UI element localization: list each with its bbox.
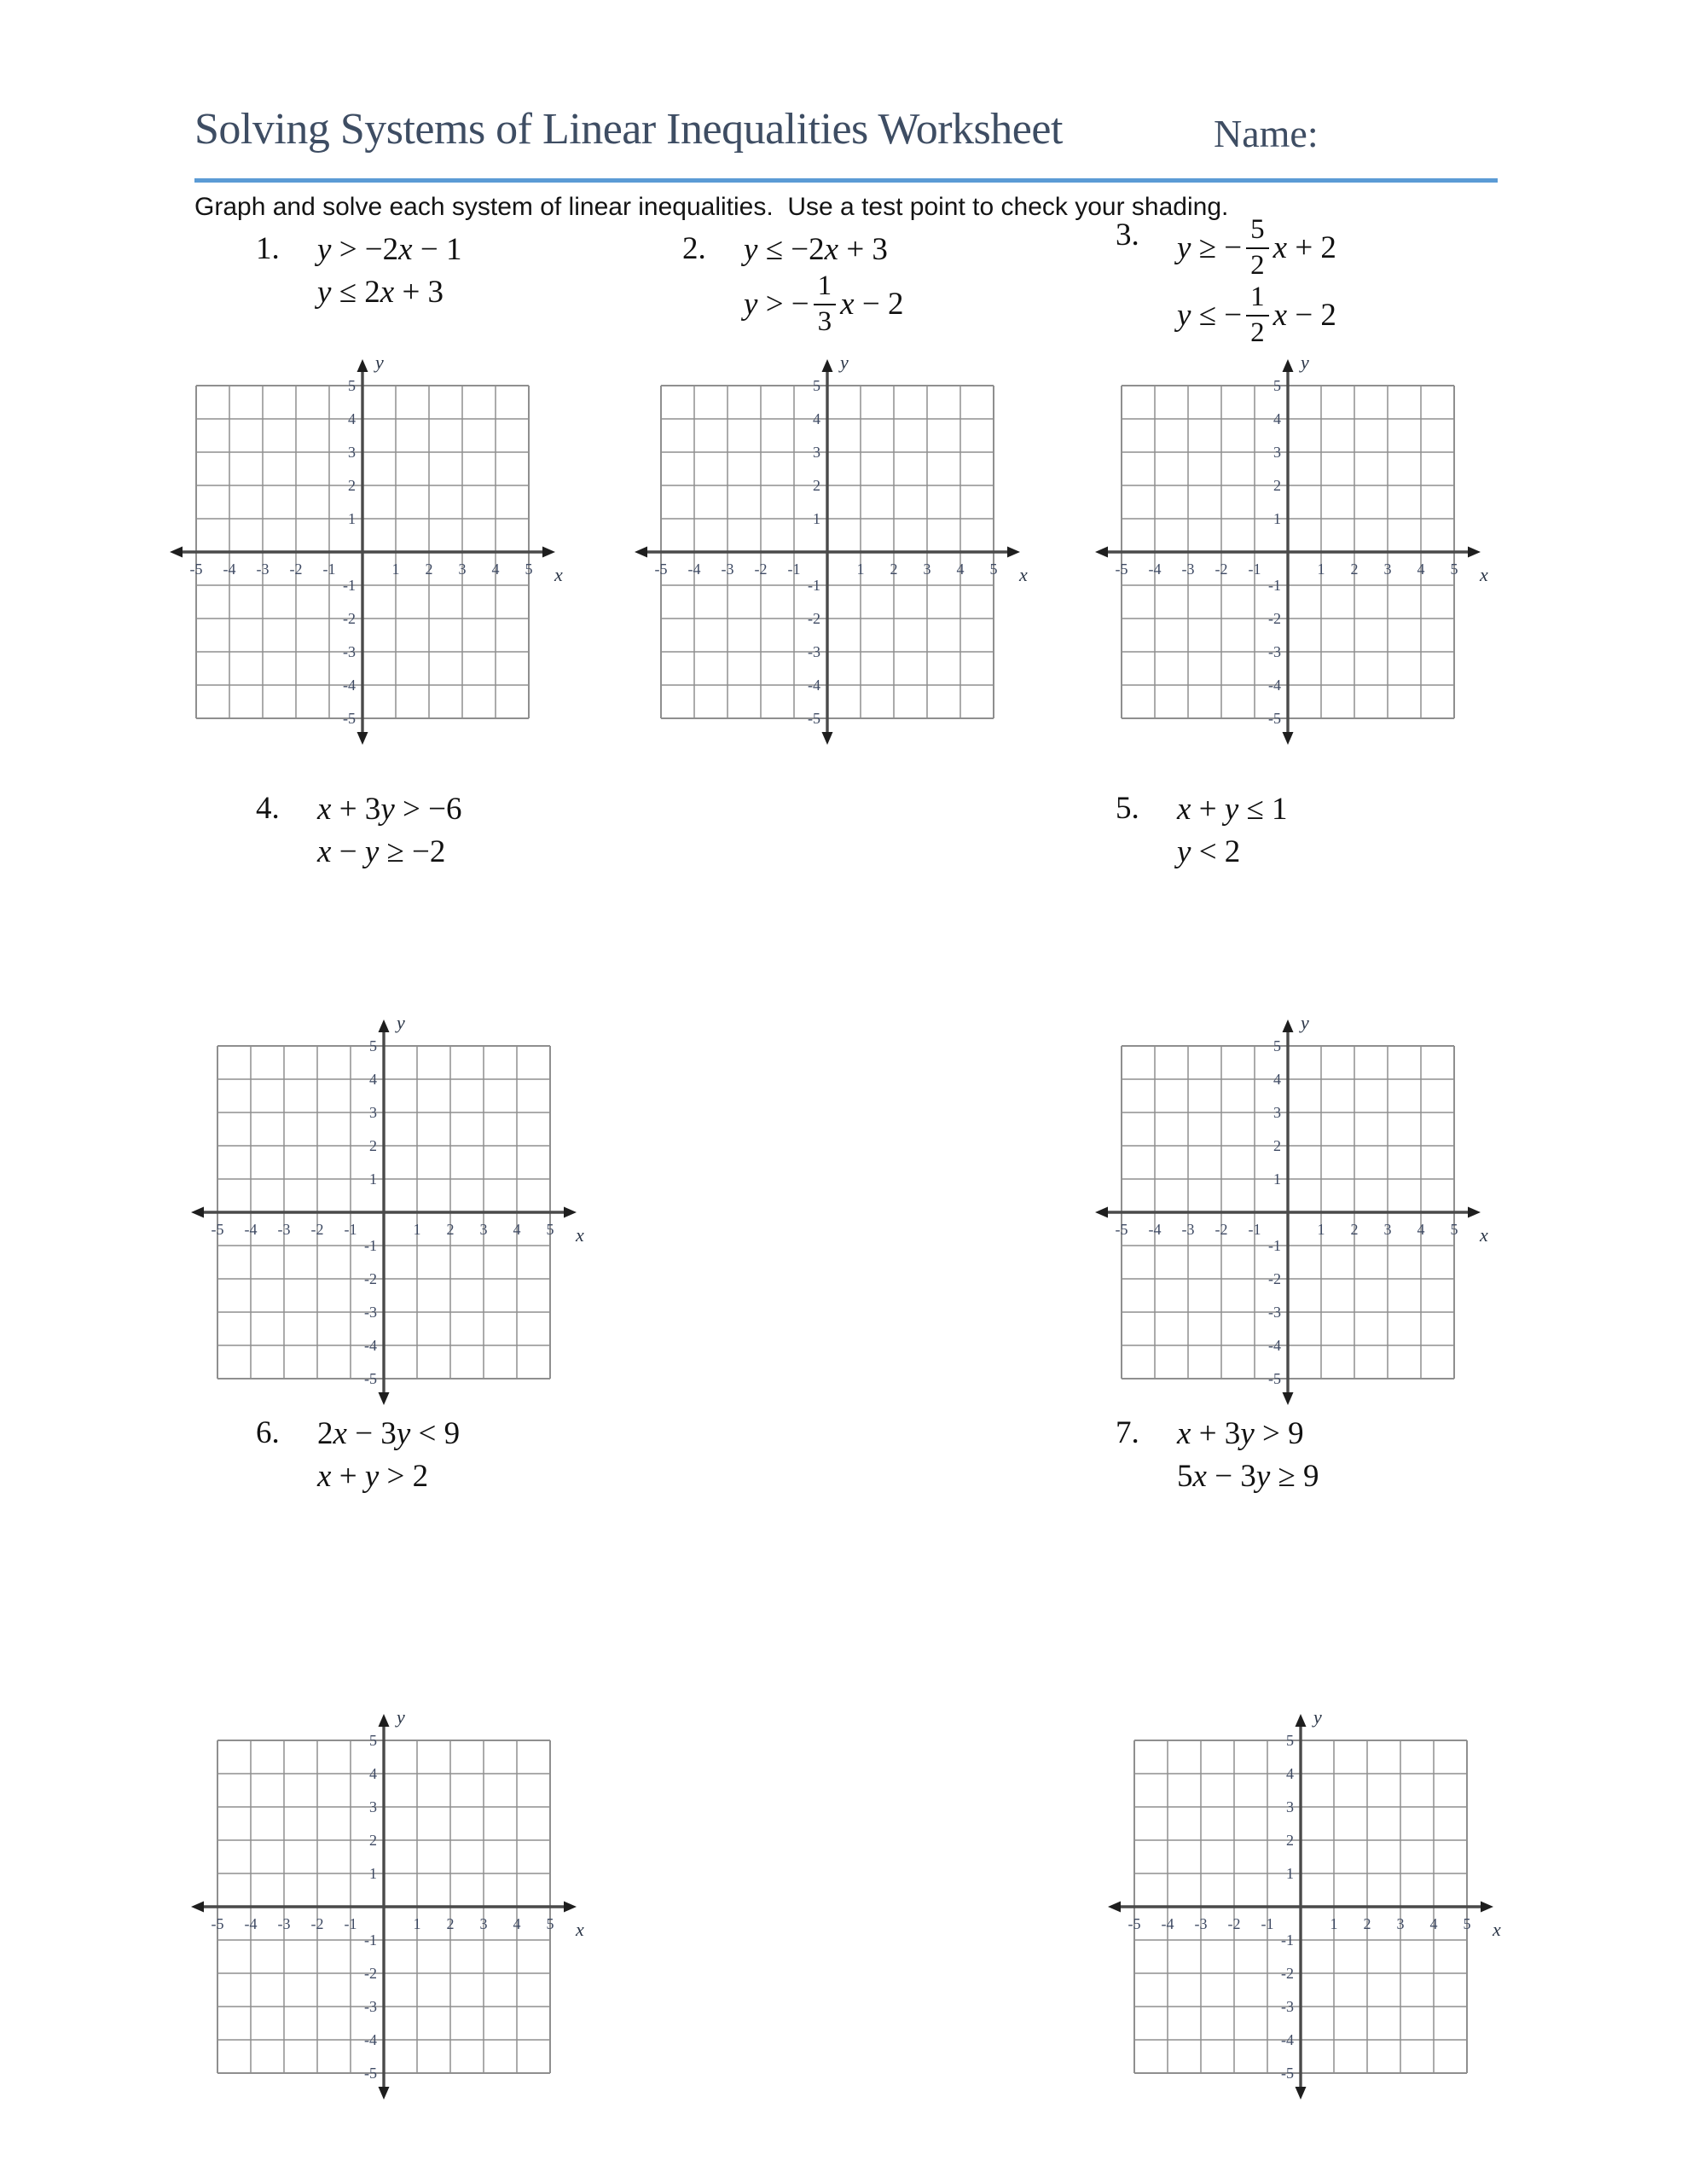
equation-line: y > − $\frac{1}{3}$ x − 2	[744, 270, 904, 337]
x-tick-label: -3	[256, 561, 270, 578]
equation-line: y < 2	[1177, 834, 1241, 869]
y-tick-label: 5	[348, 377, 356, 394]
y-tick-label: 5	[1273, 1037, 1281, 1054]
y-tick-label: -5	[364, 2065, 377, 2082]
y-tick-label: 4	[348, 410, 356, 427]
x-tick-label: 3	[479, 1221, 488, 1238]
x-tick-label: -5	[1115, 1221, 1128, 1238]
problem-2-equations	[744, 229, 903, 339]
x-tick-label: -5	[211, 1221, 224, 1238]
problem-5	[1116, 788, 1288, 874]
y-tick-label: -4	[343, 677, 356, 694]
y-tick-label: 1	[1273, 1170, 1281, 1188]
x-tick-label: 5	[525, 561, 533, 578]
x-tick-label: 4	[513, 1915, 521, 1932]
problem-2-number: 2.	[682, 231, 706, 266]
y-tick-label: -3	[1268, 1304, 1281, 1321]
x-tick-label: -1	[1248, 1221, 1261, 1238]
x-tick-label: 5	[989, 561, 998, 578]
y-tick-label: 3	[369, 1798, 377, 1815]
y-tick-label: -2	[343, 610, 356, 627]
y-tick-label: -4	[808, 677, 820, 694]
x-tick-label: -1	[1261, 1915, 1274, 1932]
y-tick-label: -1	[364, 1931, 377, 1949]
x-tick-label: 1	[1330, 1915, 1338, 1932]
problem-1-equations	[317, 229, 461, 314]
y-tick-label: 5	[1286, 1732, 1294, 1749]
equation-line: y ≤ 2 x + 3	[317, 274, 444, 310]
y-tick-label: 1	[369, 1170, 377, 1188]
coordinate-grid-5	[1092, 1010, 1494, 1411]
x-tick-label: -2	[310, 1221, 324, 1238]
y-tick-label: 2	[1286, 1832, 1294, 1849]
y-tick-label: 5	[813, 377, 820, 394]
problem-7-equations	[1177, 1413, 1319, 1498]
y-tick-label: 3	[1273, 1104, 1281, 1121]
x-axis-arrow-left	[191, 1207, 204, 1218]
y-tick-label: 3	[369, 1104, 377, 1121]
y-tick-label: 3	[1273, 444, 1281, 461]
coordinate-grid-3	[1092, 350, 1494, 751]
x-tick-label: 5	[1450, 1221, 1458, 1238]
equation-line: y > −2 x − 1	[317, 231, 462, 267]
x-tick-label: -5	[211, 1915, 224, 1932]
y-tick-label: -1	[364, 1237, 377, 1254]
equation-line: y ≤ − $\frac{1}{2}$ x − 2	[1177, 282, 1336, 348]
y-tick-label: -5	[364, 1370, 377, 1387]
y-axis-arrow-down	[379, 1392, 390, 1405]
y-tick-label: 1	[1273, 510, 1281, 527]
x-tick-label: 2	[1350, 561, 1359, 578]
coordinate-grid-6	[188, 1705, 590, 2106]
x-tick-label: -3	[721, 561, 734, 578]
problem-6-equations	[317, 1413, 460, 1498]
x-tick-label: -3	[1194, 1915, 1208, 1932]
y-tick-label: -2	[1281, 1965, 1294, 1982]
y-tick-label: -4	[364, 1337, 377, 1354]
x-tick-label: -5	[189, 561, 203, 578]
equation-line: x + 3 y > 9	[1177, 1415, 1304, 1451]
y-axis-arrow-down	[357, 732, 368, 745]
x-tick-label: 4	[513, 1221, 521, 1238]
problem-4	[256, 788, 461, 874]
y-axis-arrow-up	[1296, 1714, 1307, 1727]
y-tick-label: 4	[1273, 410, 1281, 427]
x-tick-label: 4	[1417, 561, 1425, 578]
x-tick-label: -2	[1215, 561, 1228, 578]
y-tick-label: 5	[1273, 377, 1281, 394]
x-tick-label: -5	[1128, 1915, 1141, 1932]
x-tick-label: -2	[754, 561, 768, 578]
y-axis-label: y	[1301, 1012, 1309, 1033]
x-axis-label: x	[1493, 1919, 1501, 1940]
y-tick-label: -4	[1281, 2031, 1294, 2048]
x-axis-arrow-left	[1108, 1902, 1121, 1913]
equation-line: x + y > 2	[317, 1458, 429, 1494]
y-axis-arrow-up	[379, 1019, 390, 1032]
x-tick-label: 4	[491, 561, 500, 578]
x-tick-label: -3	[1181, 1221, 1195, 1238]
y-tick-label: -5	[343, 710, 356, 727]
y-axis-label: y	[397, 1012, 405, 1033]
y-tick-label: -2	[808, 610, 820, 627]
coordinate-plane-svg	[188, 1705, 590, 2106]
y-axis-arrow-up	[822, 359, 833, 372]
x-tick-label: -4	[244, 1221, 258, 1238]
y-tick-label: -2	[364, 1965, 377, 1982]
x-tick-label: 1	[413, 1915, 421, 1932]
y-tick-label: -5	[1281, 2065, 1294, 2082]
equation-line: 2 x − 3 y < 9	[317, 1415, 461, 1451]
y-tick-label: 1	[348, 510, 356, 527]
x-tick-label: -2	[310, 1915, 324, 1932]
y-tick-label: -1	[1268, 577, 1281, 594]
x-tick-label: -2	[1215, 1221, 1228, 1238]
y-axis-arrow-up	[1283, 1019, 1294, 1032]
fraction: $\frac{1}{3}$	[814, 271, 837, 337]
y-tick-label: -2	[364, 1270, 377, 1287]
y-tick-label: 5	[369, 1732, 377, 1749]
x-axis-arrow-left	[191, 1902, 204, 1913]
x-axis-label: x	[1019, 564, 1028, 585]
x-tick-label: -1	[344, 1221, 357, 1238]
y-tick-label: -5	[1268, 710, 1281, 727]
name-label: Name:	[1214, 112, 1319, 155]
fraction: $\frac{1}{2}$	[1246, 282, 1269, 348]
x-tick-label: -4	[223, 561, 236, 578]
x-tick-label: 3	[1383, 1221, 1392, 1238]
x-tick-label: -3	[277, 1915, 291, 1932]
y-tick-label: 2	[369, 1832, 377, 1849]
x-tick-label: -4	[244, 1915, 258, 1932]
x-tick-label: 4	[1417, 1221, 1425, 1238]
x-axis-arrow-right	[1007, 547, 1020, 558]
x-axis-label: x	[576, 1224, 584, 1246]
y-axis-label: y	[840, 351, 849, 373]
y-tick-label: -3	[364, 1998, 377, 2015]
x-tick-label: 1	[1317, 1221, 1325, 1238]
x-axis-arrow-left	[1095, 1207, 1108, 1218]
problem-7-number: 7.	[1116, 1415, 1139, 1450]
y-tick-label: -1	[1281, 1931, 1294, 1949]
x-axis-arrow-right	[542, 547, 555, 558]
y-axis-label: y	[1313, 1706, 1322, 1728]
coordinate-plane-svg	[1104, 1705, 1507, 2106]
problem-4-number: 4.	[256, 791, 280, 826]
problem-4-equations	[317, 788, 461, 874]
y-tick-label: 1	[369, 1865, 377, 1882]
x-tick-label: 2	[1350, 1221, 1359, 1238]
equation-line: x + y ≤ 1	[1177, 791, 1288, 827]
y-tick-label: -3	[1268, 643, 1281, 660]
x-tick-label: 2	[446, 1915, 455, 1932]
y-axis-label: y	[375, 351, 384, 373]
x-tick-label: -1	[787, 561, 801, 578]
x-tick-label: 2	[446, 1221, 455, 1238]
coordinate-grid-7	[1104, 1705, 1507, 2106]
y-tick-label: 4	[369, 1765, 377, 1782]
x-axis-label: x	[576, 1919, 584, 1940]
y-tick-label: -1	[343, 577, 356, 594]
x-axis-arrow-left	[1095, 547, 1108, 558]
equation-line: y ≤ −2 x + 3	[744, 231, 888, 267]
x-tick-label: -4	[1148, 561, 1162, 578]
coordinate-plane-svg	[1092, 350, 1494, 751]
x-tick-label: -2	[1227, 1915, 1241, 1932]
y-tick-label: 2	[369, 1137, 377, 1154]
fraction: $\frac{5}{2}$	[1246, 215, 1269, 281]
instructions-text: Graph and solve each system of linear inequalities. Use a test point to check your shading.	[194, 193, 1229, 221]
y-tick-label: 1	[813, 510, 820, 527]
y-tick-label: 4	[813, 410, 820, 427]
y-axis-arrow-up	[1283, 359, 1294, 372]
y-tick-label: 5	[369, 1037, 377, 1054]
y-tick-label: 2	[348, 477, 356, 494]
x-tick-label: -5	[1115, 561, 1128, 578]
x-tick-label: 4	[1429, 1915, 1438, 1932]
problem-5-number: 5.	[1116, 791, 1139, 826]
y-axis-arrow-up	[357, 359, 368, 372]
y-axis-arrow-down	[1296, 2087, 1307, 2100]
problem-6	[256, 1413, 460, 1498]
x-tick-label: 2	[1363, 1915, 1371, 1932]
x-tick-label: -1	[322, 561, 336, 578]
equation-line: x + 3 y > −6	[317, 791, 462, 827]
x-tick-label: 2	[425, 561, 433, 578]
problem-7	[1116, 1413, 1319, 1498]
x-tick-label: -3	[277, 1221, 291, 1238]
y-tick-label: -4	[1268, 677, 1281, 694]
x-tick-label: -3	[1181, 561, 1195, 578]
y-axis-arrow-down	[822, 732, 833, 745]
y-tick-label: -4	[1268, 1337, 1281, 1354]
y-axis-label: y	[397, 1706, 405, 1728]
y-tick-label: -2	[1268, 1270, 1281, 1287]
problem-3-number: 3.	[1116, 218, 1139, 253]
x-tick-label: 5	[546, 1221, 554, 1238]
x-axis-arrow-left	[635, 547, 647, 558]
x-tick-label: 3	[1396, 1915, 1405, 1932]
problem-5-equations	[1177, 788, 1288, 874]
y-tick-label: 4	[1286, 1765, 1294, 1782]
y-axis-label: y	[1301, 351, 1309, 373]
y-tick-label: -3	[808, 643, 820, 660]
x-axis-label: x	[1480, 1224, 1488, 1246]
y-tick-label: 4	[369, 1071, 377, 1088]
x-axis-arrow-right	[1468, 1207, 1481, 1218]
coordinate-grid-4	[188, 1010, 590, 1411]
title-underline	[194, 178, 1498, 183]
x-tick-label: 2	[890, 561, 898, 578]
y-axis-arrow-down	[379, 2087, 390, 2100]
coordinate-grid-1	[166, 350, 569, 751]
y-tick-label: -3	[1281, 1998, 1294, 2015]
x-tick-label: 1	[413, 1221, 421, 1238]
y-tick-label: -1	[808, 577, 820, 594]
problem-1-number: 1.	[256, 231, 280, 266]
y-tick-label: -2	[1268, 610, 1281, 627]
y-tick-label: -3	[343, 643, 356, 660]
problem-6-number: 6.	[256, 1415, 280, 1450]
y-tick-label: 4	[1273, 1071, 1281, 1088]
x-axis-arrow-right	[1468, 547, 1481, 558]
x-tick-label: 3	[458, 561, 467, 578]
y-tick-label: 2	[813, 477, 820, 494]
y-tick-label: 2	[1273, 1137, 1281, 1154]
x-tick-label: 3	[923, 561, 931, 578]
y-tick-label: -5	[1268, 1370, 1281, 1387]
y-axis-arrow-up	[379, 1714, 390, 1727]
coordinate-plane-svg	[166, 350, 569, 751]
x-tick-label: 5	[1463, 1915, 1471, 1932]
x-axis-arrow-right	[564, 1207, 577, 1218]
y-tick-label: 2	[1273, 477, 1281, 494]
page-title: Solving Systems of Linear Inequalities Worksheet	[194, 105, 1063, 154]
y-tick-label: 3	[348, 444, 356, 461]
coordinate-plane-svg	[188, 1010, 590, 1411]
x-tick-label: 3	[1383, 561, 1392, 578]
x-tick-label: -1	[1248, 561, 1261, 578]
y-tick-label: -5	[808, 710, 820, 727]
x-tick-label: 5	[1450, 561, 1458, 578]
x-axis-label: x	[554, 564, 563, 585]
x-tick-label: 1	[856, 561, 865, 578]
problem-3-equations	[1177, 215, 1336, 351]
coordinate-grid-2	[631, 350, 1034, 751]
y-axis-arrow-down	[1283, 732, 1294, 745]
y-tick-label: -1	[1268, 1237, 1281, 1254]
y-tick-label: 3	[813, 444, 820, 461]
y-tick-label: 3	[1286, 1798, 1294, 1815]
x-tick-label: 1	[391, 561, 400, 578]
problem-3	[1116, 215, 1336, 351]
y-tick-label: -4	[364, 2031, 377, 2048]
x-axis-arrow-right	[1481, 1902, 1493, 1913]
x-tick-label: -4	[687, 561, 701, 578]
x-axis-label: x	[1480, 564, 1488, 585]
x-tick-label: -5	[654, 561, 668, 578]
y-tick-label: -3	[364, 1304, 377, 1321]
coordinate-plane-svg	[631, 350, 1034, 751]
x-tick-label: -4	[1148, 1221, 1162, 1238]
equation-line: y ≥ − $\frac{5}{2}$ x + 2	[1177, 214, 1336, 281]
x-tick-label: -2	[289, 561, 303, 578]
x-tick-label: 5	[546, 1915, 554, 1932]
x-tick-label: 4	[956, 561, 965, 578]
problem-1	[256, 229, 461, 314]
x-tick-label: -1	[344, 1915, 357, 1932]
x-axis-arrow-left	[170, 547, 183, 558]
problem-2	[682, 229, 903, 339]
equation-line: 5 x − 3 y ≥ 9	[1177, 1458, 1319, 1494]
equation-line: x − y ≥ −2	[317, 834, 446, 869]
x-tick-label: 3	[479, 1915, 488, 1932]
coordinate-plane-svg	[1092, 1010, 1494, 1411]
y-axis-arrow-down	[1283, 1392, 1294, 1405]
x-tick-label: -4	[1161, 1915, 1174, 1932]
x-tick-label: 1	[1317, 561, 1325, 578]
y-tick-label: 1	[1286, 1865, 1294, 1882]
x-axis-arrow-right	[564, 1902, 577, 1913]
